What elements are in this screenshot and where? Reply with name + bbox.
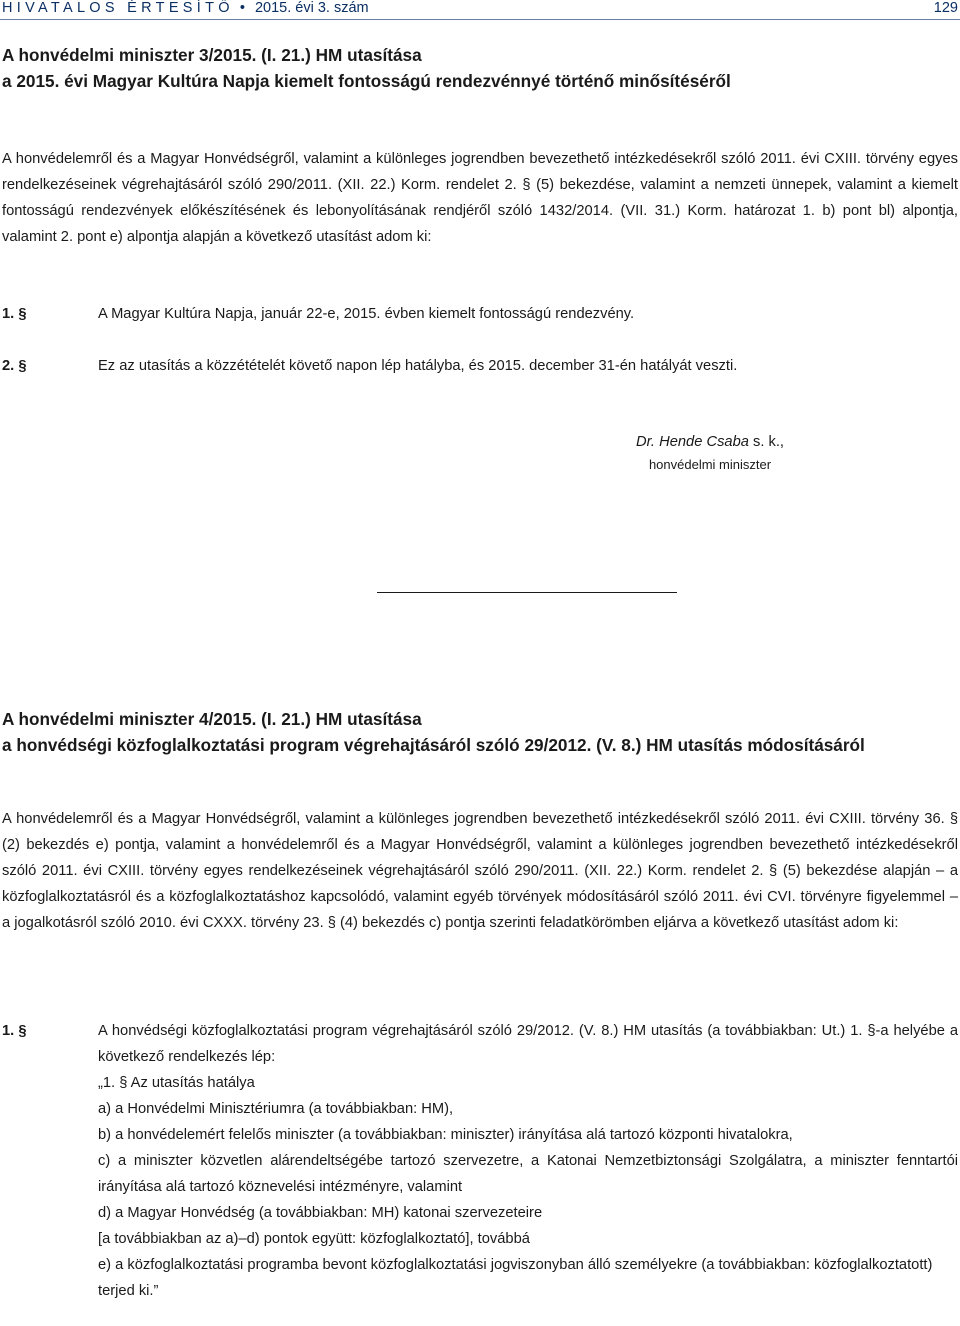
issue-label: 2015. évi 3. szám <box>254 0 369 16</box>
amendment-line: [a továbbiakban az a)–d) pontok együtt: közfoglalkoztató], továbbá <box>98 1231 530 1247</box>
doc2-title <box>2 706 958 758</box>
section-body <box>98 1018 958 1304</box>
doc2-title-line1: A honvédelmi miniszter 4/2015. (I. 21.) HM utasítása <box>2 709 422 729</box>
amendment-line: e) a közfoglalkoztatási programba bevont közfoglalkoztatási jogviszonyban álló személyekre (a továbbiakban: közfoglalkoztatott) <box>98 1257 933 1273</box>
doc1-section-2 <box>2 353 958 379</box>
amendment-line: terjed ki.” <box>98 1283 159 1299</box>
doc2-preamble: A honvédelemről és a Magyar Honvédségről, valamint a különleges jogrendben bevezethető intézkedésekről szóló 2011. évi CXIII. törvény 36. § (2) bekezdés e) pontja, valamint a honvédelemről és a Magyar Honvédségről, valamint a különleges jogrendben bevezethető intézkedésekről szóló 2011. évi CXIII. törvény egyes rendelkezéseinek végrehajtásáról szóló 290/2011. (XII. 22.) Korm. rendelet 2. § (5) bekezdése alapján – a közfoglalkoztatásról és a közfoglalkoztatáshoz kapcsolódó, valamint egyéb törvények módosításáról szóló 2011. évi CVI. törvényre figyelemmel – a jogalkotásról szóló 2010. évi CXXX. törvény 23. § (4) bekezdés c) pontja szerinti feladatkörömben eljárva a következő utasítást adom ki: <box>2 811 958 931</box>
journal-name: HIVATALOS ÉRTESÍTŐ <box>2 0 234 16</box>
amendment-line: „1. § Az utasítás hatálya <box>98 1075 255 1091</box>
signature-name <box>560 430 860 454</box>
amendment-line: c) a miniszter közvetlen alárendeltségébe tartozó szervezetre, a Katonai Nemzetbiztonsági Szolgálatra, a miniszter fenntartói irányítása alá tartozó köznevelési intézményre, valamint <box>98 1153 958 1195</box>
doc1-section-1 <box>2 301 958 327</box>
page-number: 129 <box>933 0 958 16</box>
amendment-line: a) a Honvédelmi Minisztériumra (a továbbiakban: HM), <box>98 1101 454 1117</box>
signatory-title: honvédelmi miniszter <box>648 457 772 472</box>
section-intro: A honvédségi közfoglalkoztatási program végrehajtásáról szóló 29/2012. (V. 8.) HM utasítás (a továbbiakban: Ut.) 1. §-a helyébe a következő rendelkezés lép: <box>98 1023 958 1065</box>
doc1-title-line1: A honvédelmi miniszter 3/2015. (I. 21.) HM utasítása <box>2 45 422 65</box>
doc2-title-line2: a honvédségi közfoglalkoztatási program végrehajtásáról szóló 29/2012. (V. 8.) HM utasítás módosításáról <box>2 735 865 755</box>
bullet-separator: • <box>239 0 245 16</box>
amendment-line: b) a honvédelemért felelős miniszter (a továbbiakban: miniszter) irányítása alá tartozó központi hivatalokra, <box>98 1127 793 1143</box>
doc1-title <box>2 42 958 94</box>
doc2-section-1 <box>2 1018 958 1304</box>
header-rule <box>0 19 960 20</box>
section-number: 2. § <box>2 358 27 374</box>
amendment-line: d) a Magyar Honvédség (a továbbiakban: MH) katonai szervezeteire <box>98 1205 543 1221</box>
document-separator <box>377 592 677 593</box>
section-number: 1. § <box>2 1023 27 1039</box>
running-head <box>2 0 958 20</box>
doc1-preamble: A honvédelemről és a Magyar Honvédségről, valamint a különleges jogrendben bevezethető intézkedésekről szóló 2011. évi CXIII. törvény egyes rendelkezéseinek végrehajtásáról szóló 290/2011. (XII. 22.) Korm. rendelet 2. § (5) bekezdése, valamint a nemzeti ünnepek, valamint a kiemelt fontosságú rendezvények előkészítésének és lebonyolításának rendjéről szóló 1432/2014. (VII. 31.) Korm. határozat 1. b) pont bl) alpontja, valamint 2. pont e) alpontja alapján a következő utasítást adom ki: <box>2 151 958 245</box>
signatory-name: Dr. Hende Csaba <box>635 434 749 450</box>
section-number: 1. § <box>2 306 27 322</box>
section-text: A Magyar Kultúra Napja, január 22-e, 2015. évben kiemelt fontosságú rendezvény. <box>98 306 635 322</box>
doc1-title-line2: a 2015. évi Magyar Kultúra Napja kiemelt fontosságú rendezvénnyé történő minősítéséről <box>2 71 731 91</box>
signatory-suffix: s. k., <box>748 434 785 450</box>
section-text: Ez az utasítás a közzétételét követő napon lép hatályba, és 2015. december 31-én hatályát veszti. <box>98 358 738 374</box>
